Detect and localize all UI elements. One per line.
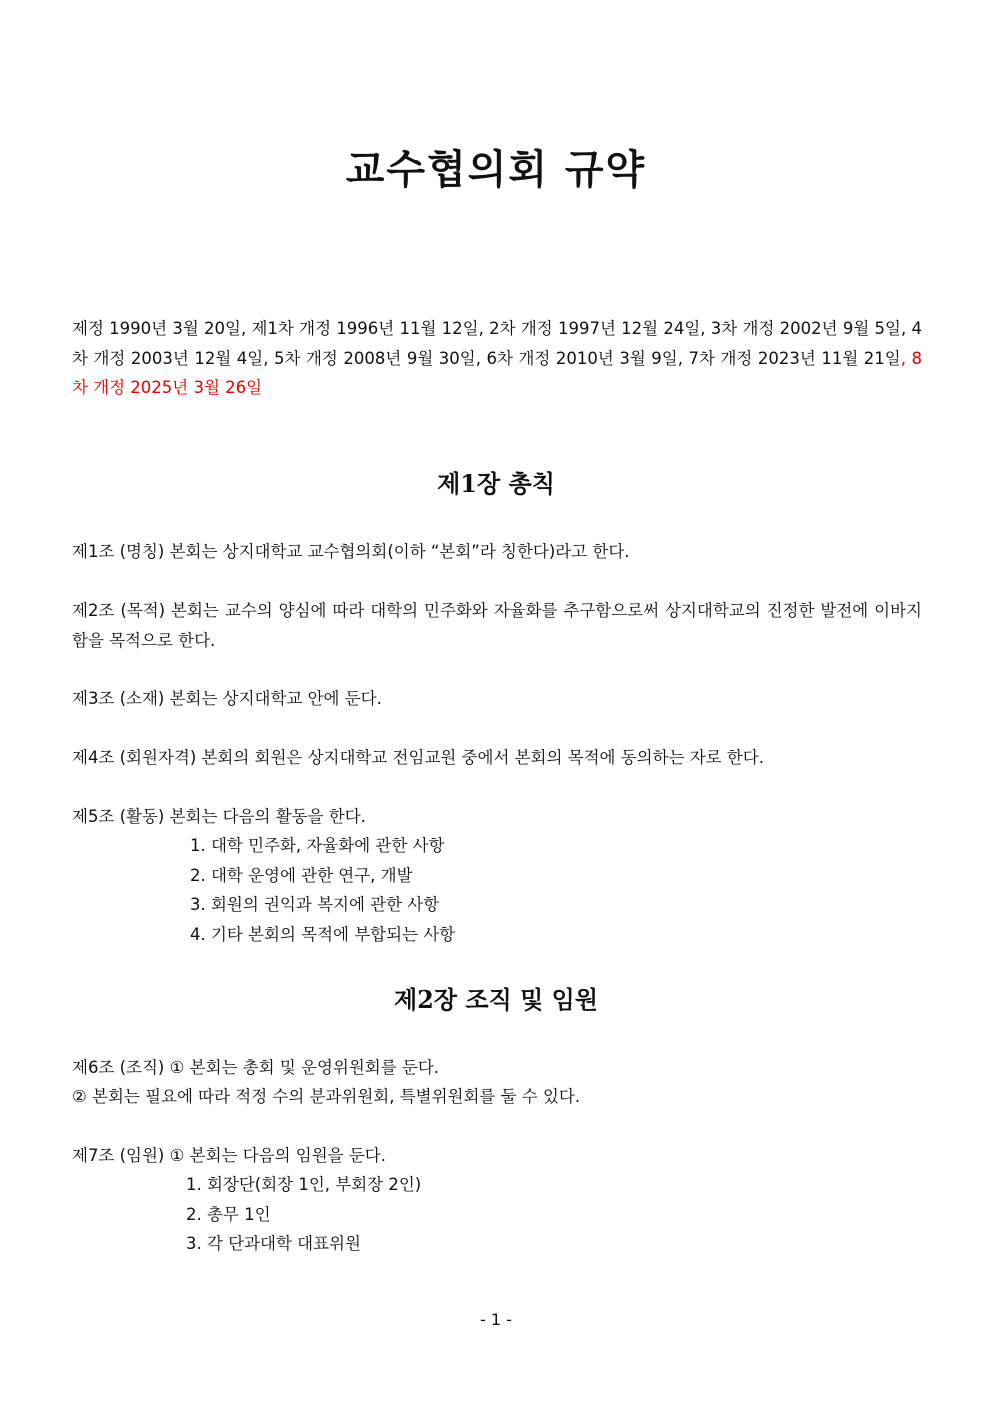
article-5: 제5조 (활동) 본회는 다음의 활동을 한다. <box>72 807 366 826</box>
article-5-list <box>190 831 455 949</box>
article-1: 제1조 (명칭) 본회는 상지대학교 교수협의회(이하 “본회”라 칭한다)라고 한다. <box>72 542 630 561</box>
chapter-1-heading: 제1장 총칙 <box>437 469 555 498</box>
article-3: 제3조 (소재) 본회는 상지대학교 안에 둔다. <box>72 689 382 708</box>
document-title: 교수협의회 규약 <box>345 146 647 193</box>
list-item: 1. 회장단(회장 1인, 부회장 2인) <box>186 1175 422 1194</box>
article-7: 제7조 (임원) ① 본회는 다음의 임원을 둔다. <box>72 1146 386 1165</box>
list-item: 3. 회원의 권익과 복지에 관한 사항 <box>190 895 440 914</box>
article-4: 제4조 (회원자격) 본회의 회원은 상지대학교 전임교원 중에서 본회의 목적에 동의하는 자로 한다. <box>72 748 764 767</box>
list-item: 3. 각 단과대학 대표위원 <box>186 1234 361 1253</box>
list-item: 2. 총무 1인 <box>186 1204 271 1224</box>
revision-history <box>72 314 922 403</box>
chapter-2-heading: 제2장 조직 및 임원 <box>393 985 599 1014</box>
article-2: 제2조 (목적) 본회는 교수의 양심에 따라 대학의 민주화와 자율화를 추구함으로써 상지대학교의 진정한 발전에 이바지함을 목적으로 한다. <box>72 601 922 650</box>
article-6-para-2: ② 본회는 필요에 따라 적정 수의 분과위원회, 특별위원회를 둘 수 있다. <box>72 1087 581 1106</box>
list-item: 1. 대학 민주화, 자율화에 관한 사항 <box>190 836 445 855</box>
list-item: 2. 대학 운영에 관한 연구, 개발 <box>190 865 413 885</box>
revision-history-latest: , 8차 개정 2025년 3월 26일 <box>72 348 922 397</box>
page-number: - 1 - <box>480 1310 512 1329</box>
article-6-para-1: 제6조 (조직) ① 본회는 총회 및 운영위원회를 둔다. <box>72 1058 440 1077</box>
article-7-list <box>186 1170 421 1259</box>
list-item: 4. 기타 본회의 목적에 부합되는 사항 <box>190 924 456 944</box>
revision-history-main: 제정 1990년 3월 20일, 제1차 개정 1996년 11월 12일, 2차 개정 1997년 12월 24일, 3차 개정 2002년 9월 5일, 4차 개정 2003년 12월 4일, 5차 개정 2008년 9월 30일, 6차 개정 2010년 3월 9일, 7차 개정 2023년 11월 21일 <box>72 319 922 368</box>
